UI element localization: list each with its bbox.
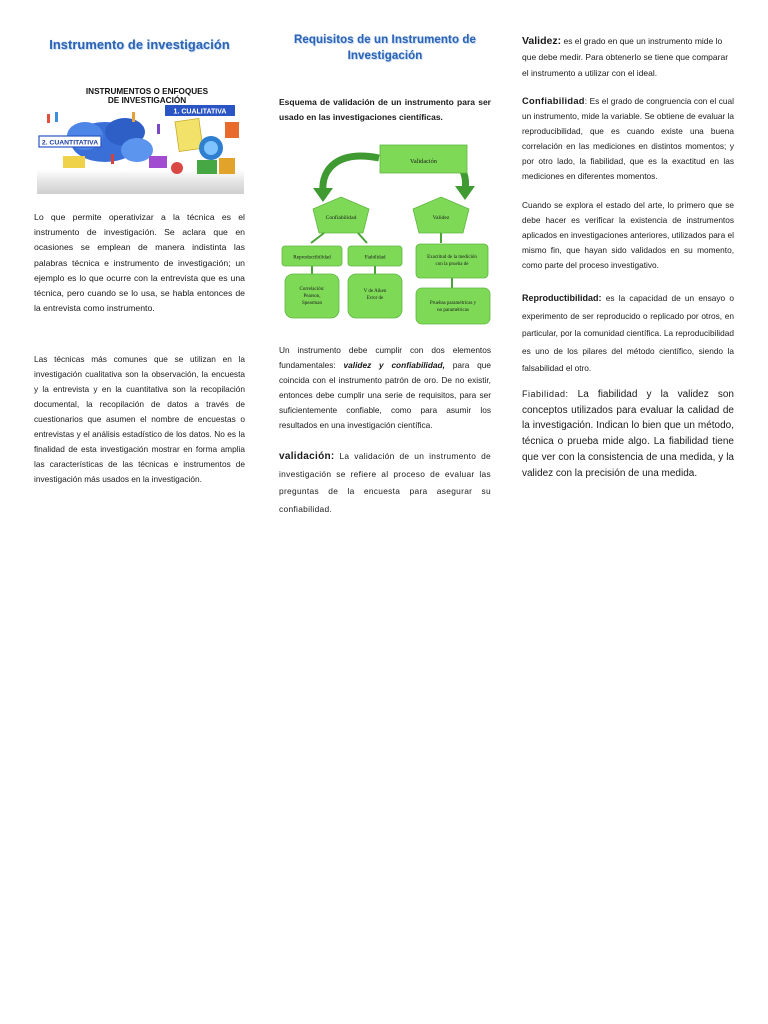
diagram-exactitud: Exactitud de la medición con la prueba de bbox=[427, 255, 477, 267]
column1-paragraph-2: Las técnicas más comunes que se utilizan en la investigación cualitativa son la observación, la encuesta y la entrevista y en la cuantitativa son la recopilación documental, la recopilación de datos a través de cuestionarios que asumen el nombre de encuestas o entrevistas y el análisis estadístico de los datos. No es la finalidad de esta investigación mostrar en forma amplia las características de las técnicas e instrumentos de investigación más usados en la investigación. bbox=[34, 354, 245, 484]
instruments-banner-image bbox=[37, 84, 244, 194]
estado-arte-paragraph: Cuando se explora el estado del arte, lo primero que se debe hacer es verificar la existencia de instrumentos aplicados en investigaciones anteriores, utilizados para el mismo fin, que hayan sido validados en su momento, como parte del proceso investigativo. bbox=[522, 200, 734, 270]
diagram-fiabilidad: Fiabilidad bbox=[364, 254, 386, 261]
validacion-text: La validación de un instrumento de investigación se refiere al proceso de evaluar las preguntas de la encuesta para asegurar su confiabilidad. bbox=[279, 451, 491, 514]
para-bold-terms: validez y confiabilidad, bbox=[343, 360, 445, 370]
repro-text: es la capacidad de un ensayo o experimento de ser reproducido o replicado por otros, en particular, por la comunidad científica. La reproducibilidad es uno de los pilares del método científico, siendo la falsabilidad el otro. bbox=[522, 293, 734, 373]
banner-heading-2: DE INVESTIGACIÓN bbox=[107, 96, 187, 105]
para-rest: para que coincida con el instrumento patrón de oro. De no existir, entonces debe cumplir una serie de requisitos, para ser suficientemente confiable, como para asumir los resultados en una investigación científica. bbox=[279, 360, 491, 430]
validation-diagram bbox=[279, 140, 493, 330]
fiab-text: La fiabilidad y la validez son conceptos utilizados para evaluar la calidad de la investigación. Indican lo bien que un método, técnica o prueba mide algo. La fiabilidad tiene que ver con la consistencia de una medida, y la validez con la precisión de una medida. bbox=[522, 389, 734, 479]
confiabilidad-paragraph bbox=[522, 94, 734, 184]
para-intro: Un instrumento debe cumplir con dos elementos fundamentales: bbox=[279, 345, 491, 370]
fiab-term: Fiabilidad: bbox=[522, 389, 569, 399]
column2-title-line1: Requisitos de un Instrumento de bbox=[293, 34, 476, 46]
reproductibilidad-paragraph bbox=[522, 290, 734, 378]
fiabilidad-paragraph bbox=[522, 387, 734, 481]
validez-term: Validez: bbox=[522, 35, 562, 47]
column1-title: Instrumento de investigación bbox=[49, 37, 230, 52]
diagram-reproductibilidad: Reproductibilidad bbox=[293, 254, 331, 261]
diagram-exact-box bbox=[416, 244, 488, 278]
repro-term: Reproductibilidad: bbox=[522, 293, 602, 303]
column2-validacion-paragraph bbox=[279, 448, 491, 518]
banner-heading-1: INSTRUMENTOS O ENFOQUES bbox=[85, 87, 209, 96]
diagram-aiken: V de Aiken Error de bbox=[363, 289, 387, 301]
diagram-correlacion: Correlación: Pearson, Spearman bbox=[299, 287, 325, 306]
validacion-term: validación: bbox=[279, 451, 335, 462]
confiabilidad-text: : Es el grado de congruencia con el cual un instrumento, mide la variable. Se obtiene de evaluar la reproducibilidad, que es cuando existe una buena correlación en las mediciones en distintos momentos; y por otro lado, la fiabilidad, que es la exactitud en las mediciones en diferentes momentos. bbox=[522, 96, 734, 181]
column2-title-line2: Investigación bbox=[347, 50, 423, 62]
schema-caption: Esquema de validación de un instrumento para ser usado en las investigaciones científicas. bbox=[279, 97, 491, 122]
diagram-pruebas-box bbox=[416, 288, 490, 324]
column2-paragraph-elements bbox=[279, 343, 491, 433]
confiabilidad-term: Confiabilidad bbox=[522, 96, 585, 106]
diagram-confiabilidad: Confiabilidad bbox=[325, 215, 357, 221]
banner-label-cualitativa: 1. CUALITATIVA bbox=[173, 108, 227, 116]
diagram-validacion: Validación bbox=[410, 158, 437, 165]
column1-paragraph-1: Lo que permite operativizar a la técnica es el instrumento de investigación. Se aclara que en ocasiones se emplean de manera indistinta las palabras técnica e instrumento de investigación; un ejemplo es lo que ocurre con la entrevista que es una técnica, pero cuando se lo usa, se habla entonces de la entrevista como instrumento. bbox=[34, 212, 245, 314]
validez-paragraph bbox=[522, 33, 734, 81]
validez-text: es el grado en que un instrumento mide lo que debe medir. Para obtenerlo se tiene que comparar el instrumento a utilizar con el ideal. bbox=[522, 36, 729, 78]
banner-label-cuantitativa: 2. CUANTITATIVA bbox=[41, 139, 99, 147]
diagram-pruebas: Pruebas paramétricas y no paramétricas bbox=[429, 301, 477, 313]
diagram-validez: Validez bbox=[432, 215, 450, 221]
